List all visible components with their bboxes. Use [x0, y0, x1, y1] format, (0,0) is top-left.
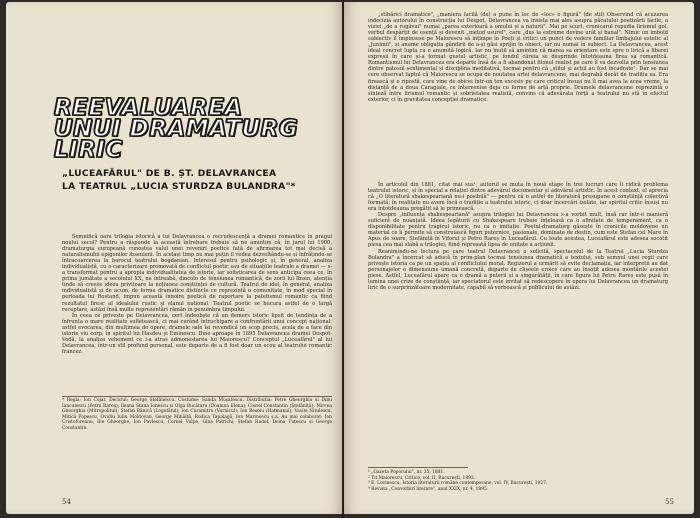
article-subtitle-1: „LUCEAFĂRUL" DE B. ȘT. DELAVRANCEA [62, 168, 277, 179]
title-line-3: LIRIC [54, 137, 123, 163]
footnote-credits: * Regia: Ion Cojar. Decorul: George Ștefănescu. Costume: Sanda Mușatescu. Distribuția: Petre Gheorghiu și Dinu Ianculescu (Petru Rareș); Ileana Stana Ionescu și Olga Bucătaru (Doamna Elena); Costel Constantin (Ștefăniță); Mircea Gheorghiu (Mitropolitul); Ștefan Bănică (Logofătul); Ion Caramitru (Vornicul); Ion Besoiu (Hatmanul); Vasile Nițulescu, Mitică Popescu, Ovidiu Iuliu Moldovan, George Mihăiță, Rodica Tapalagă, Ion Marinescu ș.a. Au mai colaborat: Ion Cristoforeanu, Ilie Gheorghe, Ion Pavlescu, Cornel Vulpe, Gina Patrichi, Ștefan Radof, Doina Tuțescu și George Constantin. [62, 398, 332, 431]
footnote: ⁴ Revista „Convorbiri literare", anul XXIX, nr. 4, 1895. [368, 486, 489, 492]
paragraph: În ceea ce privește pe Delavrancea, cert îndeobște că un demers istoric lipsit de tendința de a înfrunta o mare realitate sufletească, ci mai curând întruchipare a confruntării unui concept național: astfel evocarea, din mulțimea de opere, dramele sale își revendică un scop precis, acela de a face din istorie viu corp, în spiritul lui Hasdeu și Eminescu. Bine aproape în 1895 Delavrancea dramei Despot-Vodă, la analiza vehement ce i-a atras admonestarea lui Maiorescu? Conceptul „Luceafărul" al lui Delavrancea, într-un stil profund personal, este departe de a fi fost doar un ecou al teatrului romantic francez. [62, 312, 332, 355]
paragraph: Semnifică oare trilogia istorică a lui Delavrancea o recrudescență a dramei romantice în pragul noului secol? Pentru a răspunde la această întrebare trebuie să ne amintim că, în jurul lui 1900, dramaturgia europeană cunoștea valul unei reveniri poetice față de afirmarea tot mai decisă a naturalismului epigonilor ibsenieni. În același timp nu mai puțin il vedea dezvoltându-se și înfrățindu-se întracoarcerea la barocul teatrului bogdanian. Interesul pentru psihologic și, în general, analiza individualistă, cu o caracterizare promovată de conflictul poetic sau de situațiile teatrale a dramei — s-a transformat pentru a apropia individualitatea de istorie, iar sofisticarea de sens anticipa ceea ce, în prima jumătate a secolului XX, ne întreabă, dincolo de tensiunea romantică, de zorii lui Ibsen, atenția tinde să creeze ideea privitoare la noțiunea conștiinței de cultură. Teatrul de idei, în general, analiza individualistă și de acum, de forme dramatice distincte ce reprezintă o comunitate, în mod special în perioada lui Rostand, impun această înnoire poetică de raportare la patetismul romantic ca fiind rezultatul firesc al idealului rustic și elanul national. Teatrul poetic se bucura astfel de o largă receptare, astăzi însă multe reprezentări rămân în penumbra timpului. [62, 234, 332, 313]
title-line-1: REEVALUAREA [54, 95, 243, 121]
right-body-text-top [368, 12, 668, 103]
paragraph: „stihărici dramatice", „maniera facilă (de) a pune în loc de «loc» o figură" (de stil) Observind că acuzarea indecizia autorului în construcția lui Despot, Delavrancea va insista mai ales asupra păcatului poetizării facile, a viziei „de a rugăvui" numai „parea exterioară a omului și a naturii". Mai pe scurt, cronicarul repudia lirismul gol, verbul despărțit de esență și devenit „metod usurel", care „dus la extreme devine urât și banal". Nimic un imbold subiectiv îl împinsese pe Maiorescu să ințimpe în Poeți și critici un punct de vedere familiar limbajului estetic al „Junimii", și anume obligația gândirii de a-și găsi sprijin în obiect, iar nu numai în subiect. La Delavrancea, acest ideal concret lupta cu o anumită logică. Iar nu inutil să amintim că marea sa orientare este spre o lirică a liberei expresii în care și-a format gustul artistic, pe fondul căreia se desprinde întotdeauna firea sa romantică. Romantismul lui Delavrancea era departe însă de a fi abandonat filonul realist pe care îl va dezvolta prin tensiunea dintre patosul sentimental și disciplina meditativă, tocmai pentru că „stilul și actul au fost încadrate". Dar se mai cere observat faptul că Maiorescu se ocupa de noutatea artei delavrancene, mai degrabă decât de tradiția sa. Era firească și o ripostă, care vine de obicei într-un ton excesiv pe care criticul însuși nu îl mai avea la acea vreme, la distanță de a doua Caragiale, ce intervenise deja cu forme de artă proprie. Dramele delavrancene reprezintă o sinteză între lirismul romantic și sobrietatea realistă, convins că adevărata forță a teatrului nu stă în efectul exterior, ci în gravitatea concepției dramatice. [368, 12, 668, 103]
footnote: ¹ „Gazeta Poporului", nr. 35, 1881. [368, 470, 445, 475]
paragraph: În articolul din 1881, citat mai sus¹, autorul se muta în nouă etape în trei lucruri care îi ridică problema teatrului istoric, și în special a relației dintre adevărul documentar și adevărul artistic. În acest context, el aprecia că „O literatură shakespeariană nu-i posibilă" — pentru că o astfel de literatură presupune o conștiință colectivă formată; în realitate nu avem încă o tradiție a teatrului istoric, ci doar încercări izolate, iar spiritul critic însuși nu era întotdeauna pregătit să le primească. [368, 182, 668, 213]
article-subtitle-2: LA TEATRUL „LUCIA STURDZA BULANDRA"* [62, 181, 296, 192]
title-line-2: UNUI DRAMATURG [54, 116, 299, 142]
paragraph: Despre „influența shakespeariană" asupra trilogiei lui Delavrancea s-a vorbit mult, însă rar într-o manieră suficient de nuanțată. Ideea legăturii cu Shakespeare trebuie înțeleasă ca o afinitate de temperament, ca o disponibilitate pentru tragicul istoric, nu ca o imitație. Poetul-dramaturg găsește în cronicile moldovene un material ce îi permite să construiască figuri puternice, pasionale, dominate de destin, cum este Ștefan cel Mare în Apus de soare, Ștefăniță în Viforul și Petru Rareș în Luceafărul. Cu toate acestea, Luceafărul este adesea socotit piesa cea mai slabă a trilogiei, fiind reproșată lipsa de unitate a acțiunii. [368, 212, 668, 249]
left-body-text [62, 234, 332, 355]
page-number-right: 55 [665, 498, 674, 506]
page-number-left: 54 [62, 498, 71, 506]
paragraph: Reanimindu-ne lectura pe care teatrul Delavrancei o solicită, spectacolul de la Teatrul „Lucia Sturdza Bulandra" a încercat să aducă în prim-plan tocmai tensiunea dramatică a textului, sub semnul unei regii care privește istoria ca pe un spațiu al conflictului moral. Regizorul a urmărit să evite declamația, iar interpreții au dat personajelor o dimensiune umană concretă, departe de clișeele eroice care au însoțit adesea montările acestei piese. Astfel, Luceafărul apare ca o dramă a puterii și a singurătății, în care figura lui Petru Rareș este pusă în lumina unei crize de conștiință, iar spectatorul este invitat să redescopere în opera lui Delavrancea un dramaturg liric de o surprinzătoare modernitate, capabil să vorbească și publicului de astăzi. [368, 248, 668, 291]
footnote-divider [62, 396, 332, 397]
article-title [54, 95, 324, 163]
right-body-text-bottom [368, 182, 668, 291]
footnote-divider [368, 467, 468, 468]
footnote: ³ E. Lovinescu, Istoria literaturii române contemporane, vol. IV, București, 1927. [368, 481, 548, 486]
left-page [6, 2, 342, 514]
footnotes [368, 470, 668, 492]
footnote: ² Tit Maiorescu, Critice, vol. II, București, 1893. [368, 475, 476, 481]
right-page [344, 2, 694, 514]
